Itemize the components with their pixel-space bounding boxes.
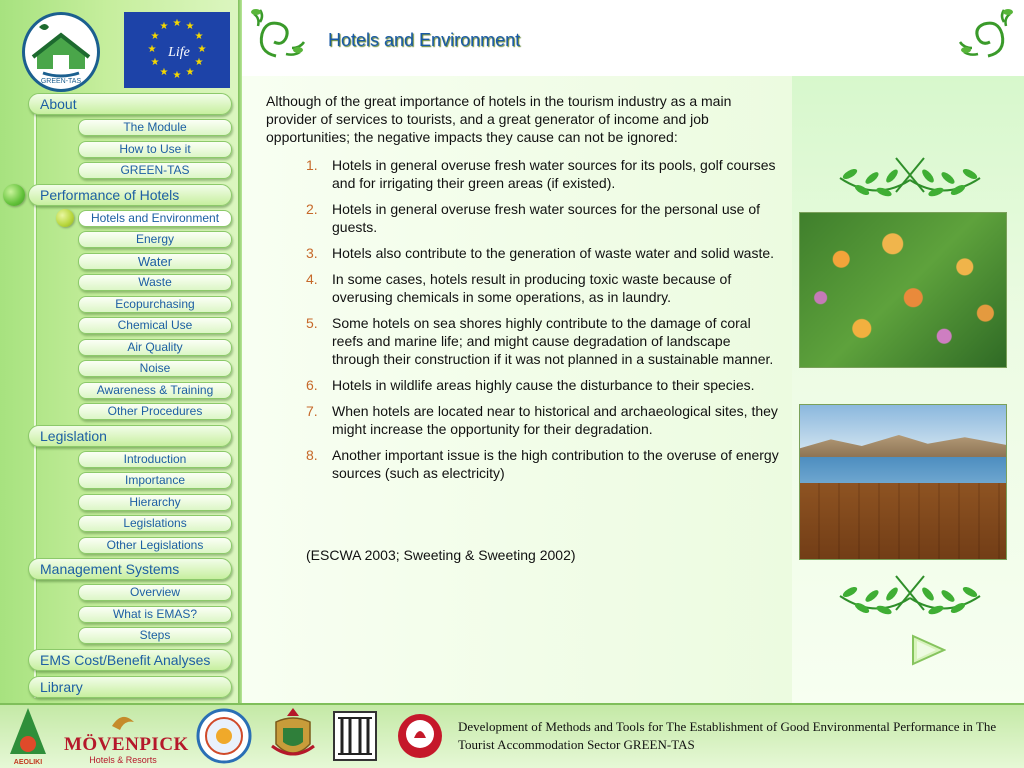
list-item: 7. When hotels are located near to historical and archaeological sites, they might increase the opportunity for their degradation. — [306, 403, 778, 437]
list-item: 4. In some cases, hotels result in producing toxic waste because of overusing chemicals in some operations, as in laundry. — [306, 271, 732, 305]
nav-what-is-emas[interactable]: What is EMAS? — [78, 606, 232, 623]
leaf-ornament-icon — [246, 4, 308, 66]
svg-text:★: ★ — [185, 21, 195, 32]
impact-list — [306, 156, 780, 490]
leaf-ornament-icon — [956, 4, 1018, 66]
nav-green-tas[interactable]: GREEN-TAS — [78, 162, 232, 179]
svg-text:★: ★ — [147, 44, 157, 55]
olive-wreath-icon — [836, 152, 984, 206]
svg-text:★: ★ — [194, 57, 204, 68]
nav-introduction[interactable]: Introduction — [78, 451, 232, 468]
nav-waste[interactable]: Waste — [78, 274, 232, 291]
svg-text:GREEN-TAS: GREEN-TAS — [40, 78, 82, 85]
intro-paragraph: Although of the great importance of hotels in the tourism industry as a main provider of services to tourists, and a great generator of income and job opportunities; the negative impacts they cause can not be ignored: — [266, 93, 732, 145]
nav-other-procedures[interactable]: Other Procedures — [78, 403, 232, 420]
movenpick-logo: MÖVENPICK Hotels & Resorts — [64, 708, 182, 764]
olive-wreath-icon — [836, 570, 984, 624]
nav-other-legislations[interactable]: Other Legislations — [78, 537, 232, 554]
active-page-bullet — [56, 209, 74, 227]
hotel-pool-photo — [799, 404, 1007, 560]
aeoliki-logo — [8, 706, 48, 766]
nav-ecopurchasing[interactable]: Ecopurchasing — [78, 296, 232, 313]
svg-text:★: ★ — [150, 31, 160, 42]
next-arrow-icon[interactable] — [910, 634, 946, 666]
university-seal-logo — [196, 708, 252, 764]
royal-coat-of-arms-logo — [268, 706, 318, 764]
list-item: 6. Hotels in wildlife areas highly cause the disturbance to their species. — [306, 377, 755, 393]
nav-water[interactable]: Water — [78, 253, 232, 270]
footer-project-text: Development of Methods and Tools for The Establishment of Good Environmental Performance in The Tourist Accommodation Sector GREEN-TAS — [458, 719, 997, 752]
svg-text:★: ★ — [159, 21, 169, 32]
list-item: 1. Hotels in general overuse fresh water sources for its pools, golf courses and for irrigating their green areas (if existed). — [306, 157, 776, 191]
svg-text:Life: Life — [168, 45, 190, 60]
greentas-logo — [22, 12, 100, 92]
eu-life-logo — [124, 12, 230, 88]
svg-text:★: ★ — [194, 31, 204, 42]
list-item: 3. Hotels also contribute to the generation of waste water and solid waste. — [306, 245, 775, 261]
svg-text:★: ★ — [185, 67, 195, 78]
svg-text:★: ★ — [150, 57, 160, 68]
list-item: 2. Hotels in general overuse fresh water sources for the personal use of guests. — [306, 201, 761, 235]
nav-about[interactable]: About — [28, 93, 232, 115]
nav-performance-of-hotels[interactable]: Performance of Hotels — [28, 184, 232, 206]
nav-chemical-use[interactable]: Chemical Use — [78, 317, 232, 334]
svg-text:★: ★ — [159, 67, 169, 78]
nav-ems-cost-benefit[interactable]: EMS Cost/Benefit Analyses — [28, 649, 232, 671]
nav-hotels-and-environment[interactable]: Hotels and Environment — [78, 210, 232, 227]
list-item: 5. Some hotels on sea shores highly contribute to the damage of coral reefs and marine life; and might cause degradation of landscape through their construction if it was not planned in a sustainable manner. — [306, 315, 774, 367]
nav-importance[interactable]: Importance — [78, 472, 232, 489]
svg-text:★: ★ — [172, 18, 182, 29]
reference-citation: (ESCWA 2003; Sweeting & Sweeting 2002) — [306, 547, 576, 563]
nav-library[interactable]: Library — [28, 676, 232, 698]
lantana-flowers-photo — [799, 212, 1007, 368]
nav-legislation[interactable]: Legislation — [28, 425, 232, 447]
nav-steps[interactable]: Steps — [78, 627, 232, 644]
nav-management-systems[interactable]: Management Systems — [28, 558, 232, 580]
columns-emblem-logo — [332, 710, 378, 762]
nav-air-quality[interactable]: Air Quality — [78, 339, 232, 356]
svg-text:AEOLIKI: AEOLIKI — [13, 759, 43, 766]
active-section-bullet — [3, 184, 25, 206]
nav-noise[interactable]: Noise — [78, 360, 232, 377]
nav-awareness-training[interactable]: Awareness & Training — [78, 382, 232, 399]
nav-the-module[interactable]: The Module — [78, 119, 232, 136]
nav-energy[interactable]: Energy — [78, 231, 232, 248]
svg-text:★: ★ — [197, 44, 207, 55]
association-seal-logo — [396, 710, 444, 762]
page-title: Hotels and Environment — [328, 30, 521, 50]
nav-overview[interactable]: Overview — [78, 584, 232, 601]
nav-hierarchy[interactable]: Hierarchy — [78, 494, 232, 511]
list-item: 8. Another important issue is the high contribution to the overuse of energy sources (such as electricity) — [306, 447, 779, 481]
svg-text:★: ★ — [172, 70, 182, 81]
nav-how-to-use[interactable]: How to Use it — [78, 141, 232, 158]
nav-legislations[interactable]: Legislations — [78, 515, 232, 532]
